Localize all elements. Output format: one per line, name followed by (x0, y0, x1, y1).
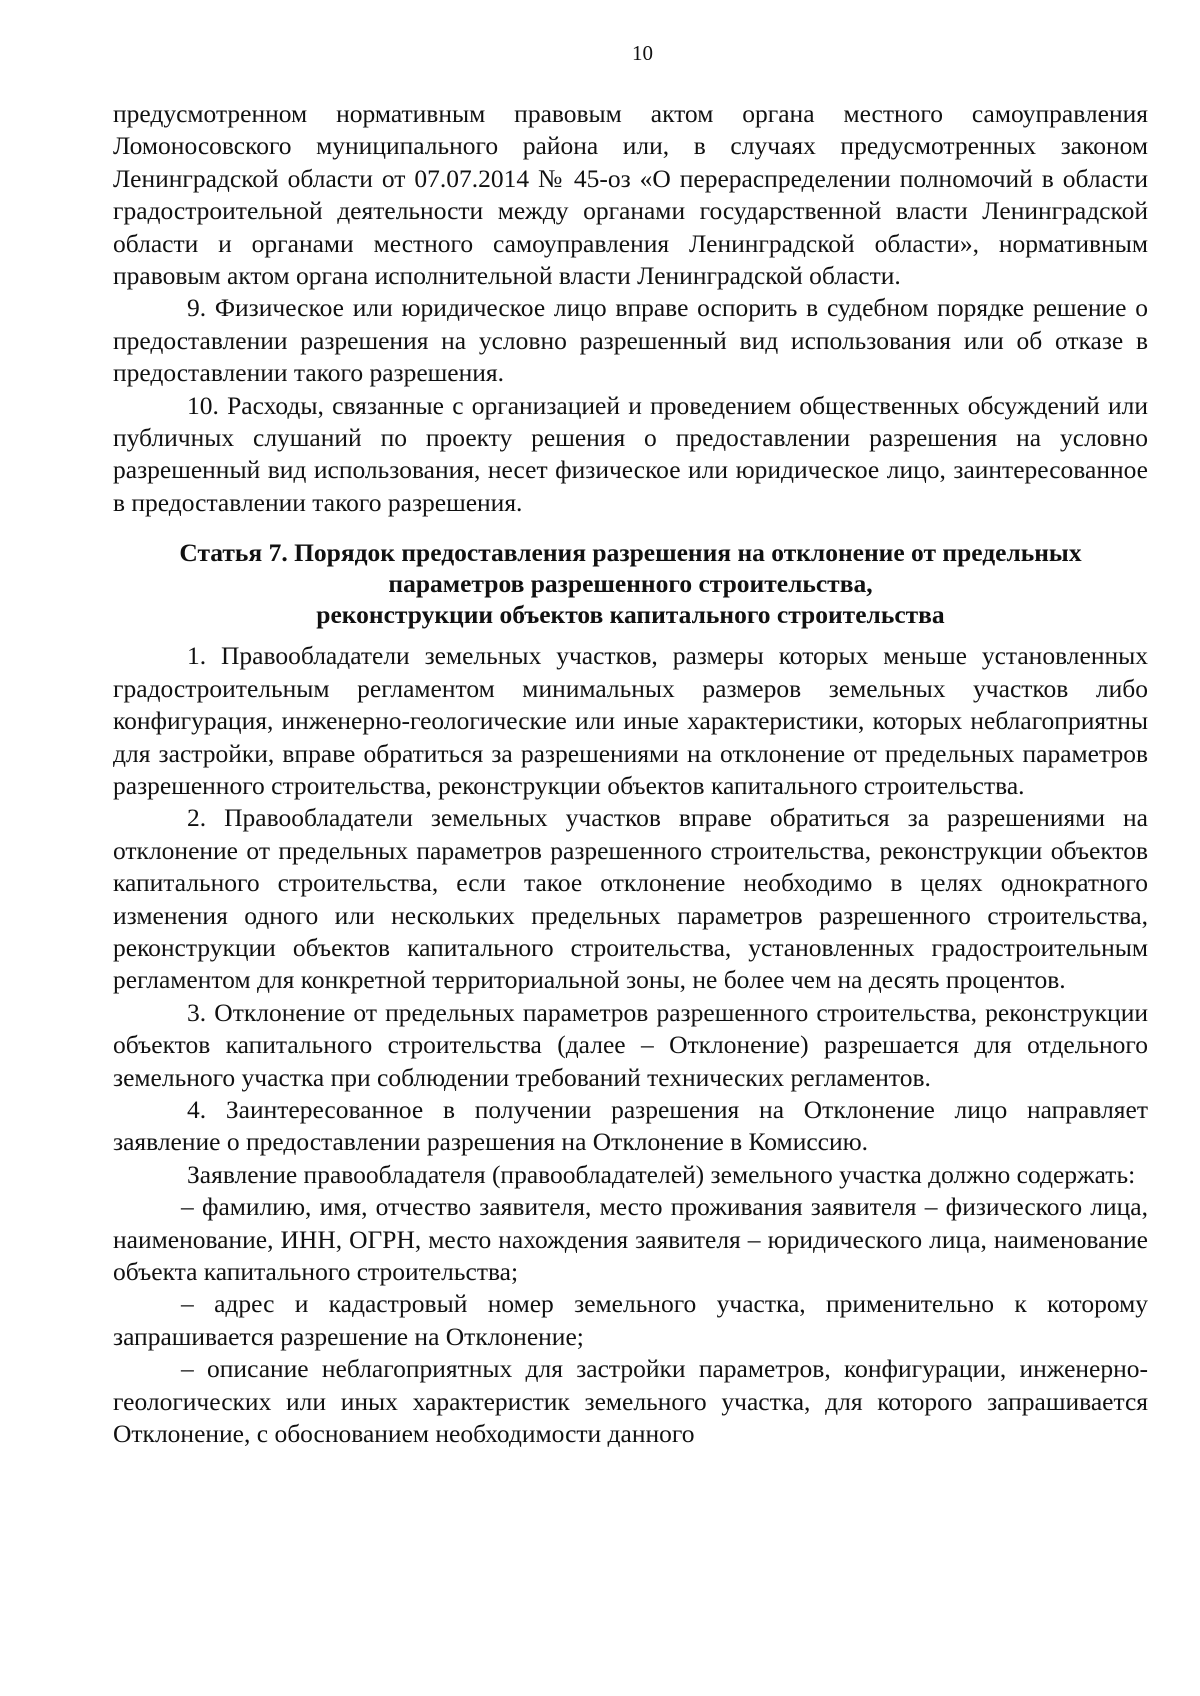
article-item-4: 4. Заинтересованное в получении разрешения на Отклонение лицо направляет заявление о предоставлении разрешения на Отклонение в Комиссию. (113, 1094, 1148, 1157)
article-item-1: 1. Правообладатели земельных участков, размеры которых меньше установленных градостроительным регламентом минимальных размеров земельных участков либо конфигурация, инженерно-геологические или иные характеристики, которых неблагоприятны для застройки, вправе обратиться за разрешениями на отклонение от предельных параметров разрешенного строительства, реконструкции объектов капитального строительства. (113, 641, 1148, 800)
intro-paragraph: предусмотренном нормативным правовым актом органа местного самоуправления Ломоносовского муниципального района или, в случаях предусмотренных законом Ленинградской области от 07.07.2014 № 45-оз «О перераспределении полномочий в области градостроительной деятельности между органами государственной власти Ленинградской области и органами местного самоуправления Ленинградской области», нормативным правовым актом органа исполнительной власти Ленинградской области. (113, 99, 1148, 291)
application-requirements-intro: Заявление правообладателя (правообладателей) земельного участка должно содержать: (187, 1159, 1136, 1189)
page-number: 10 (632, 41, 653, 65)
requirement-dash-item-3: – описание неблагоприятных для застройки параметров, конфигурации, инженерно-геологических или иных характеристик земельного участка, для которого запрашивается Отклонение, с обоснованием необходимости данного (113, 1354, 1148, 1449)
paragraph-item-10: 10. Расходы, связанные с организацией и проведением общественных обсуждений или публичных слушаний по проекту решения о предоставлении разрешения на условно разрешенный вид использования, несет физическое или юридическое лицо, заинтересованное в предоставлении такого разрешения. (113, 390, 1148, 517)
article-heading-line-1: Статья 7. Порядок предоставления разрешения на отклонение от предельных (179, 538, 1082, 568)
requirement-dash-item-2: – адрес и кадастровый номер земельного участка, применительно к которому запрашивается разрешение на Отклонение; (113, 1289, 1148, 1351)
article-item-2: 2. Правообладатели земельных участков вправе обратиться за разрешениями на отклонение от предельных параметров разрешенного строительства, реконструкции объектов капитального строительства, если такое отклонение необходимо в целях однократного изменения одного или нескольких предельных параметров разрешенного строительства, реконструкции объектов капитального строительства, установленных градостроительным регламентом для конкретной территориальной зоны, не более чем на десять процентов. (113, 803, 1148, 995)
article-item-3: 3. Отклонение от предельных параметров разрешенного строительства, реконструкции объектов капитального строительства (далее – Отклонение) разрешается для отдельного земельного участка при соблюдении требований технических регламентов. (113, 997, 1148, 1092)
article-heading-line-3: реконструкции объектов капитального строительства (316, 600, 945, 630)
requirement-dash-item-1: – фамилию, имя, отчество заявителя, место проживания заявителя – физического лица, наименование, ИНН, ОГРН, место нахождения заявителя – юридического лица, наименование объекта капитального строительства; (113, 1192, 1148, 1286)
article-heading (113, 537, 1148, 630)
paragraph-item-9: 9. Физическое или юридическое лицо вправе оспорить в судебном порядке решение о предоставлении разрешения на условно разрешенный вид использования или об отказе в предоставлении такого разрешения. (113, 293, 1148, 388)
article-heading-line-2: параметров разрешенного строительства, (388, 569, 873, 599)
